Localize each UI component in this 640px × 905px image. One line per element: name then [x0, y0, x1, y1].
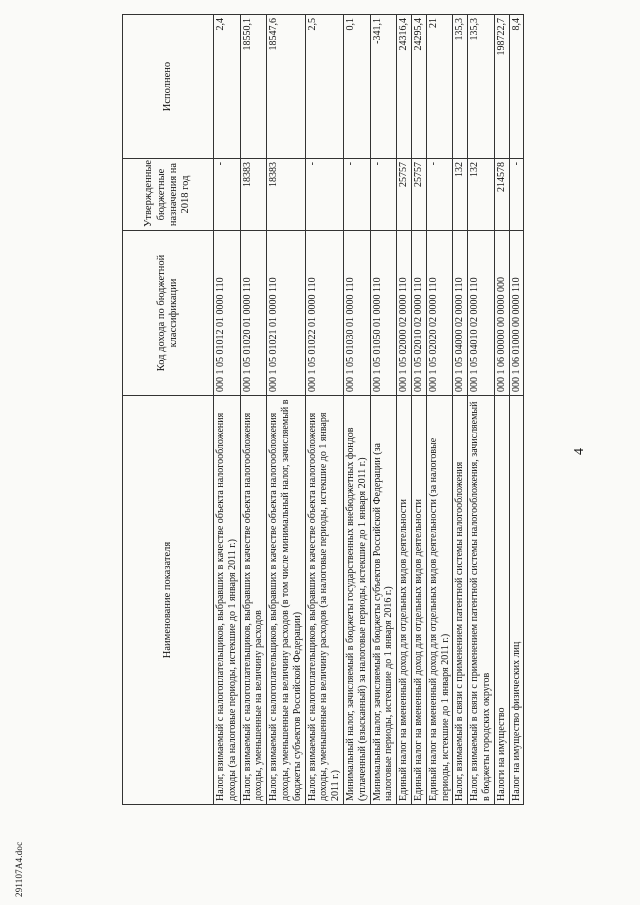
row-name: Налог, взимаемый в связи с применением патентной системы налогообложения, зачисляемый в бюджеты городских округов [468, 396, 495, 805]
table-row [509, 15, 524, 805]
row-executed: 8,4 [509, 15, 524, 159]
row-name: Налог, взимаемый с налогоплательщиков, выбравших в качестве объекта налогообложения доходы, уменьшенные на величину расходов [240, 396, 267, 805]
header-budget-code: Код дохода по бюджетной классификации [123, 231, 214, 396]
table-header-row [123, 15, 214, 805]
header-executed: Исполнено [123, 15, 214, 159]
header-indicator-name: Наименование показателя [123, 396, 214, 805]
row-code: 000 1 05 04000 02 0000 110 [453, 231, 468, 396]
row-executed: 21 [426, 15, 453, 159]
row-name: Единый налог на вмененный доход для отдельных видов деятельности [397, 396, 412, 805]
page-number: 4 [572, 448, 587, 455]
row-code: 000 1 05 01030 01 0000 110 [343, 231, 370, 396]
row-code: 000 1 06 01000 00 0000 110 [509, 231, 524, 396]
row-executed: 198722,7 [494, 15, 509, 159]
row-executed: 2,4 [214, 15, 241, 159]
table-row [343, 15, 370, 805]
row-approved: 132 [468, 159, 495, 231]
row-code: 000 1 05 02010 02 0000 110 [411, 231, 426, 396]
row-code: 000 1 05 01020 01 0000 110 [240, 231, 267, 396]
row-executed: 135,3 [453, 15, 468, 159]
row-approved: 25757 [411, 159, 426, 231]
row-name: Налог, взимаемый с налогоплательщиков, выбравших в качестве объекта налогообложения доходы, уменьшенные на величину расходов (в том числе минимальный налог, зачисляемый в бюджеты субъектов Российской Федерации) [267, 396, 305, 805]
row-executed: -341,1 [370, 15, 397, 159]
row-approved: - [426, 159, 453, 231]
budget-execution-table [122, 14, 524, 805]
row-executed: 24316,4 [397, 15, 412, 159]
row-approved: 18383 [267, 159, 305, 231]
row-approved: - [214, 159, 241, 231]
table-row [494, 15, 509, 805]
row-name: Минимальный налог, зачисляемый в бюджеты государственных внебюджетных фондов (уплаченный (взысканный) за налоговые периоды, истекшие до 1 января 2011 г.) [343, 396, 370, 805]
row-executed: 18550,1 [240, 15, 267, 159]
table-row [240, 15, 267, 805]
row-approved: - [343, 159, 370, 231]
row-approved: - [305, 159, 343, 231]
row-name: Налог, взимаемый с налогоплательщиков, выбравших в качестве объекта налогообложения доходы (за налоговые периоды, истекшие до 1 января 2011 г.) [214, 396, 241, 805]
row-name: Налог, взимаемый в связи с применением патентной системы налогообложения [453, 396, 468, 805]
row-name: Налоги на имущество [494, 396, 509, 805]
row-code: 000 1 05 04010 02 0000 110 [468, 231, 495, 396]
row-approved: 132 [453, 159, 468, 231]
row-approved: - [509, 159, 524, 231]
row-code: 000 1 05 01022 01 0000 110 [305, 231, 343, 396]
table-row [453, 15, 468, 805]
row-approved: 214578 [494, 159, 509, 231]
table-row [411, 15, 426, 805]
row-code: 000 1 05 02000 02 0000 110 [397, 231, 412, 396]
row-name: Единый налог на вмененный доход для отдельных видов деятельности (за налоговые периоды, истекшие до 1 января 2011 г.) [426, 396, 453, 805]
row-name: Единый налог на вмененный доход для отдельных видов деятельности [411, 396, 426, 805]
row-executed: 2,5 [305, 15, 343, 159]
row-approved: 18383 [240, 159, 267, 231]
table-row [370, 15, 397, 805]
table-row [214, 15, 241, 805]
row-code: 000 1 05 01021 01 0000 110 [267, 231, 305, 396]
row-code: 000 1 05 01050 01 0000 110 [370, 231, 397, 396]
row-executed: 18547,6 [267, 15, 305, 159]
header-approved-2018: Утвержденные бюджетные назначения на 2018 год [123, 159, 214, 231]
row-name: Налог на имущество физических лиц [509, 396, 524, 805]
row-approved: - [370, 159, 397, 231]
document-footer-filename: 291107A4.doc [14, 841, 24, 897]
row-code: 000 1 05 02020 02 0000 110 [426, 231, 453, 396]
row-name: Налог, взимаемый с налогоплательщиков, выбравших в качестве объекта налогообложения доходы, уменьшенные на величину расходов (за налоговые периоды, истекшие до 1 января 2011 г.) [305, 396, 343, 805]
row-approved: 25757 [397, 159, 412, 231]
row-executed: 24295,4 [411, 15, 426, 159]
row-name: Минимальный налог, зачисляемый в бюджеты субъектов Российской Федерации (за налоговые периоды, истекшие до 1 января 2016 г.) [370, 396, 397, 805]
row-executed: 0,1 [343, 15, 370, 159]
row-code: 000 1 05 01012 01 0000 110 [214, 231, 241, 396]
table-row [305, 15, 343, 805]
row-code: 000 1 06 00000 00 0000 000 [494, 231, 509, 396]
row-executed: 135,3 [468, 15, 495, 159]
table-row [267, 15, 305, 805]
table-row [468, 15, 495, 805]
table-row [426, 15, 453, 805]
table-row [397, 15, 412, 805]
